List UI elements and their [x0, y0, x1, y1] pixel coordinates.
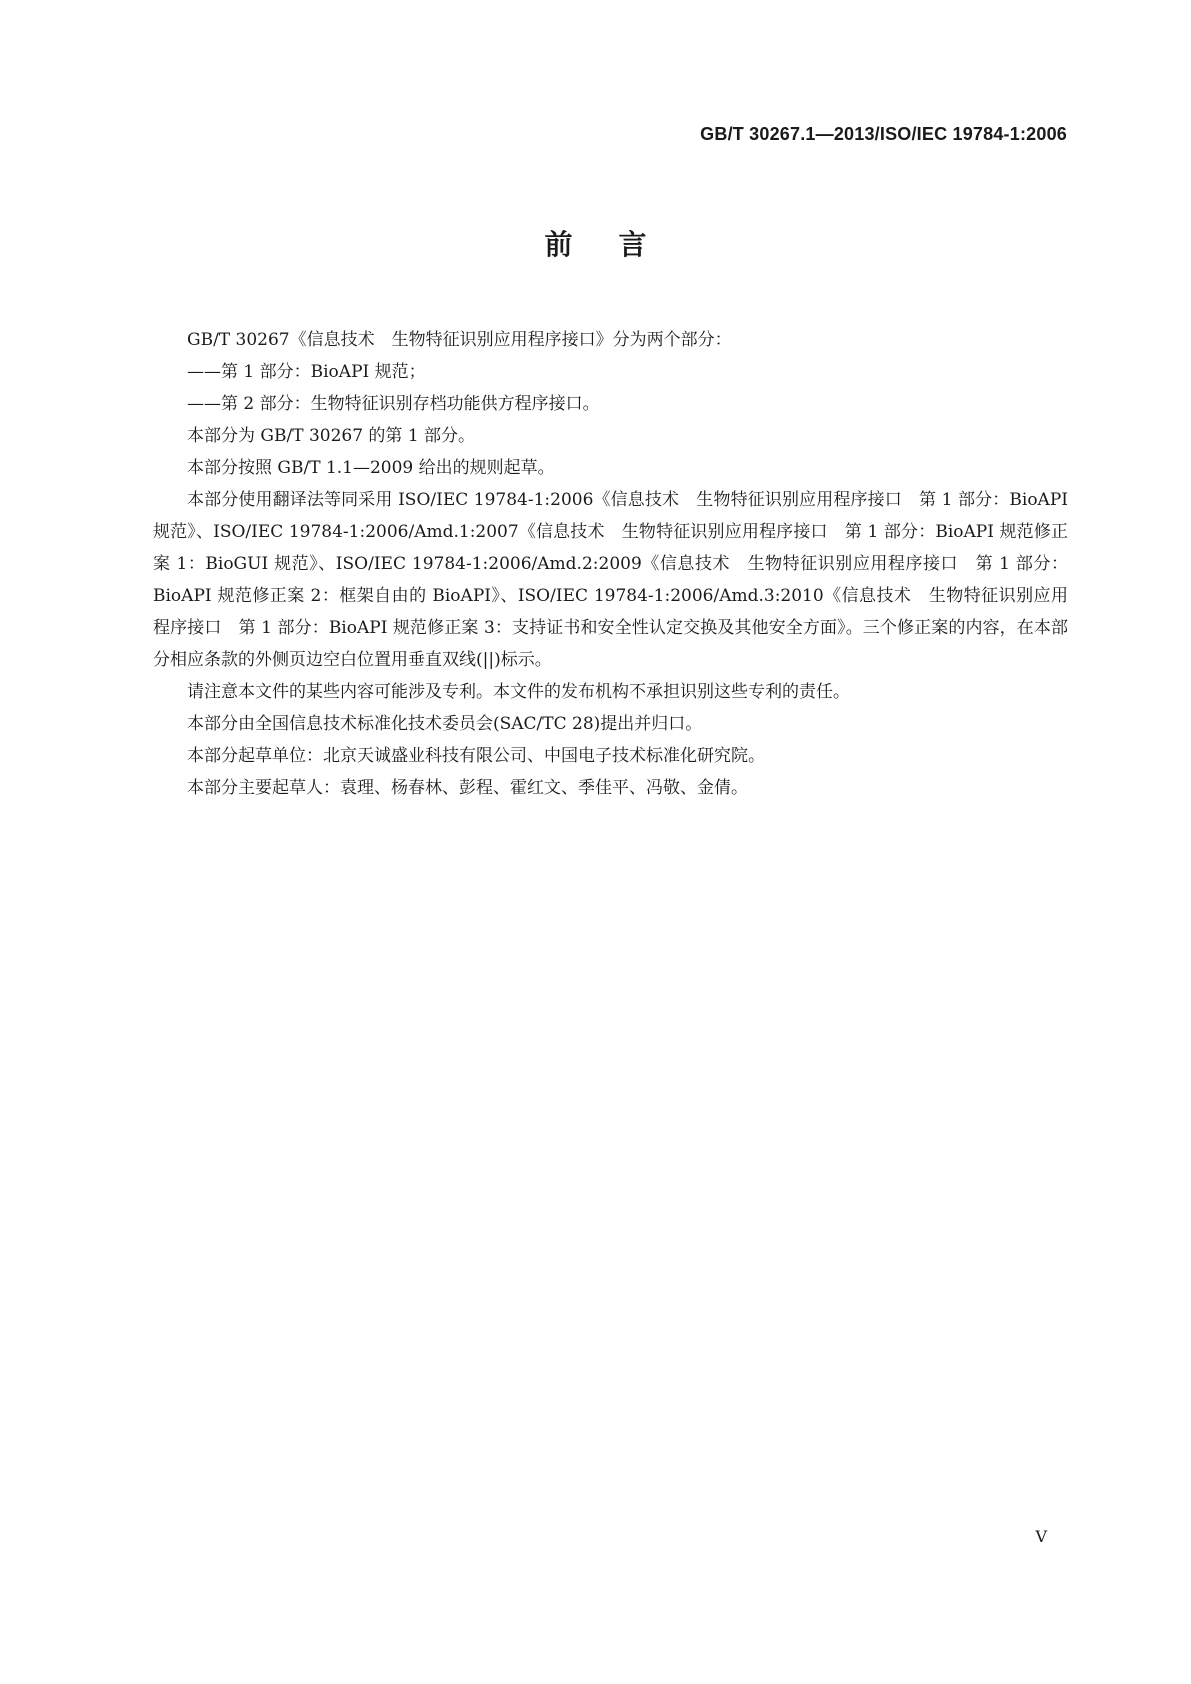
- paragraph-drafting-rules: 本部分按照 GB/T 1.1—2009 给出的规则起草。: [187, 458, 555, 478]
- page-number: V: [1035, 1527, 1047, 1546]
- list-item-part-2: ——第 2 部分：生物特征识别存档功能供方程序接口。: [187, 394, 600, 414]
- page-title: 前言: [544, 228, 693, 261]
- paragraph-series-intro: GB/T 30267《信息技术 生物特征识别应用程序接口》分为两个部分：: [187, 330, 732, 350]
- paragraph-patent-notice: 请注意本文件的某些内容可能涉及专利。本文件的发布机构不承担识别这些专利的责任。: [187, 682, 850, 702]
- list-item-part-1: ——第 1 部分：BioAPI 规范；: [187, 362, 426, 382]
- paragraph-drafters: 本部分主要起草人：袁理、杨春林、彭程、霍红文、季佳平、冯敬、金倩。: [187, 778, 748, 798]
- paragraph-adoption: 本部分使用翻译法等同采用 ISO/IEC 19784-1:2006《信息技术 生物特征识别应用程序接口 第 1 部分：BioAPI 规范》、ISO/IEC 19784-1:2006/Amd.1:2007《信息技术 生物特征识别应用程序接口 第 1 部分：BioAPI 规范修正案 1：BioGUI 规范》、ISO/IEC 19784-1:2006/Amd.2:2009《信息技术 生物特征识别应用程序接口 第 1 部分：BioAPI 规范修正案 2：框架自由的 BioAPI》、ISO/IEC 19784-1:2006/Amd.3:2010《信息技术 生物特征识别应用程序接口 第 1 部分：BioAPI 规范修正案 3：支持证书和安全性认定交换及其他安全方面》。三个修正案的内容，在本部分相应条款的外侧页边空白位置用垂直双线(||)标示。: [153, 490, 1068, 670]
- paragraph-drafting-units: 本部分起草单位：北京天诚盛业科技有限公司、中国电子技术标准化研究院。: [187, 746, 765, 766]
- paragraph-proposer: 本部分由全国信息技术标准化技术委员会(SAC/TC 28)提出并归口。: [187, 714, 703, 734]
- standard-number-header: GB/T 30267.1—2013/ISO/IEC 19784-1:2006: [700, 124, 1067, 144]
- paragraph-part-statement: 本部分为 GB/T 30267 的第 1 部分。: [187, 426, 476, 446]
- foreword-body: [153, 324, 1068, 804]
